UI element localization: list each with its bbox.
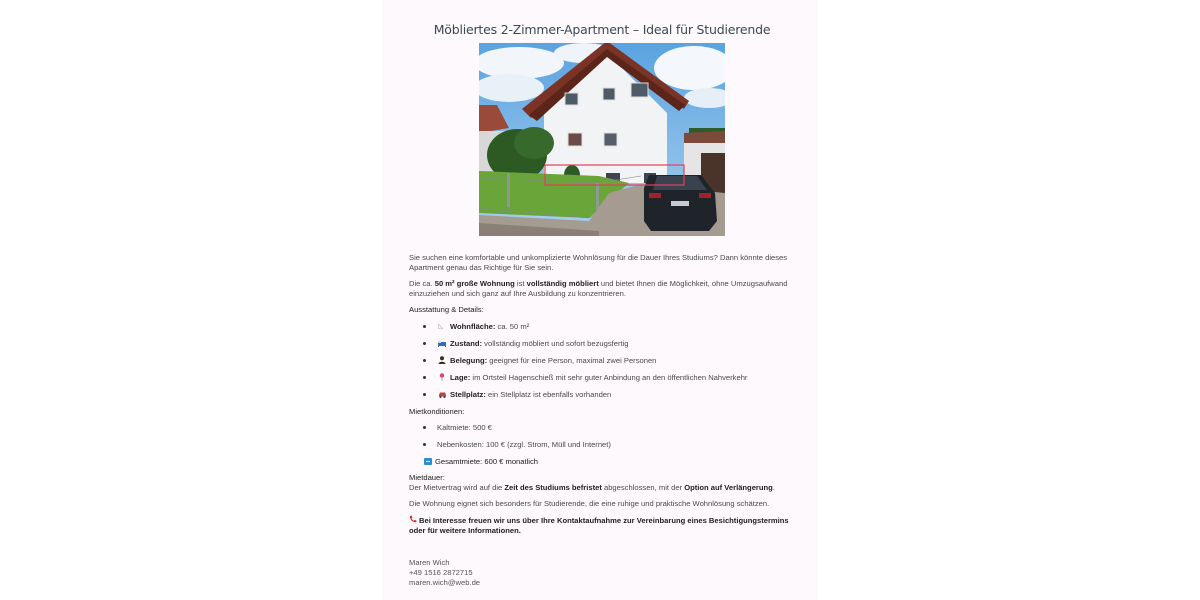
detail-value: ca. 50 m² — [495, 322, 530, 331]
detail-label: Stellplatz: — [450, 390, 486, 399]
detail-value: im Ortsteil Hagenschieß mit sehr guter Anbindung an den öffentlichen Nahverkehr — [470, 373, 748, 382]
bullet-dot — [423, 342, 426, 345]
ruler-triangle-icon: ◺ — [438, 323, 444, 330]
bullet-dot — [423, 376, 426, 379]
duration-mid: abgeschlossen, mit der — [601, 483, 685, 492]
duration-suffix: . — [772, 483, 775, 492]
document-page — [382, 0, 818, 600]
detail-label: Lage: — [450, 373, 471, 382]
house-photo — [479, 43, 725, 236]
detail-value: geeignet für eine Person, maximal zwei Personen — [487, 356, 657, 365]
arrow-right-square-icon — [424, 458, 432, 465]
summary-size: 50 m² große Wohnung — [434, 279, 515, 288]
suitability-paragraph: Die Wohnung eignet sich besonders für Studierende, die eine ruhige und praktische Wohnlösung schätzen. — [409, 499, 770, 508]
house-photo-illustration — [479, 43, 725, 236]
detail-label: Wohnfläche: — [450, 322, 496, 331]
bed-icon — [438, 339, 447, 348]
summary-furnished: vollständig möbliert — [526, 279, 599, 288]
detail-value: ein Stellplatz ist ebenfalls vorhanden — [485, 390, 612, 399]
summary-suffix: und bietet Ihnen die Möglichkeit, ohne Umzugsaufwand einzuziehen und sich ganz auf Ihre Ausbildung zu konzentrieren. — [409, 279, 788, 298]
contact-email[interactable]: maren.wich@web.de — [409, 578, 481, 587]
phone-icon — [409, 515, 419, 526]
summary-prefix: Die ca. — [409, 279, 435, 288]
duration-paragraph — [409, 483, 799, 493]
condition-text: Kaltmiete: 500 € — [437, 423, 492, 432]
duration-heading: Mietdauer: — [409, 473, 445, 482]
bullet-dot — [423, 443, 426, 446]
location-pin-icon — [438, 373, 447, 382]
summary-paragraph — [409, 279, 789, 298]
listing-title: Möbliertes 2-Zimmer-Apartment – Ideal für Studierende — [433, 22, 771, 37]
contact-call-paragraph — [409, 515, 799, 535]
detail-value: vollständig möbliert und sofort bezugsfertig — [482, 339, 629, 348]
bullet-dot — [423, 359, 426, 362]
duration-prefix: Der Mietvertrag wird auf die — [409, 483, 505, 492]
duration-bold-1: Zeit des Studiums befristet — [504, 483, 602, 492]
bullet-dot — [423, 325, 426, 328]
person-icon — [438, 356, 447, 365]
contact-call-text: Bei Interesse freuen wir uns über Ihre Kontaktaufnahme zur Vereinbarung eines Besichtigungstermins oder für weitere Informationen. — [409, 516, 789, 535]
detail-label: Belegung: — [450, 356, 488, 365]
condition-text: Nebenkosten: 100 € (zzgl. Strom, Müll und Internet) — [437, 440, 611, 449]
duration-bold-2: Option auf Verlängerung — [684, 483, 773, 492]
conditions-heading: Mietkonditionen: — [409, 407, 465, 416]
detail-label: Zustand: — [450, 339, 483, 348]
contact-phone[interactable]: +49 1516 2872715 — [409, 568, 473, 577]
bullet-dot — [423, 393, 426, 396]
intro-paragraph: Sie suchen eine komfortable und unkomplizierte Wohnlösung für die Dauer Ihres Studiums? Dann könnte dieses Apartment genau das Richtige für Sie sein. — [409, 253, 788, 272]
summary-mid: ist — [514, 279, 527, 288]
details-heading: Ausstattung & Details: — [409, 305, 484, 314]
bullet-dot — [423, 426, 426, 429]
total-rent-text: Gesamtmiete: 600 € monatlich — [435, 457, 538, 466]
contact-name: Maren Wich — [409, 558, 450, 567]
car-icon — [438, 390, 447, 399]
